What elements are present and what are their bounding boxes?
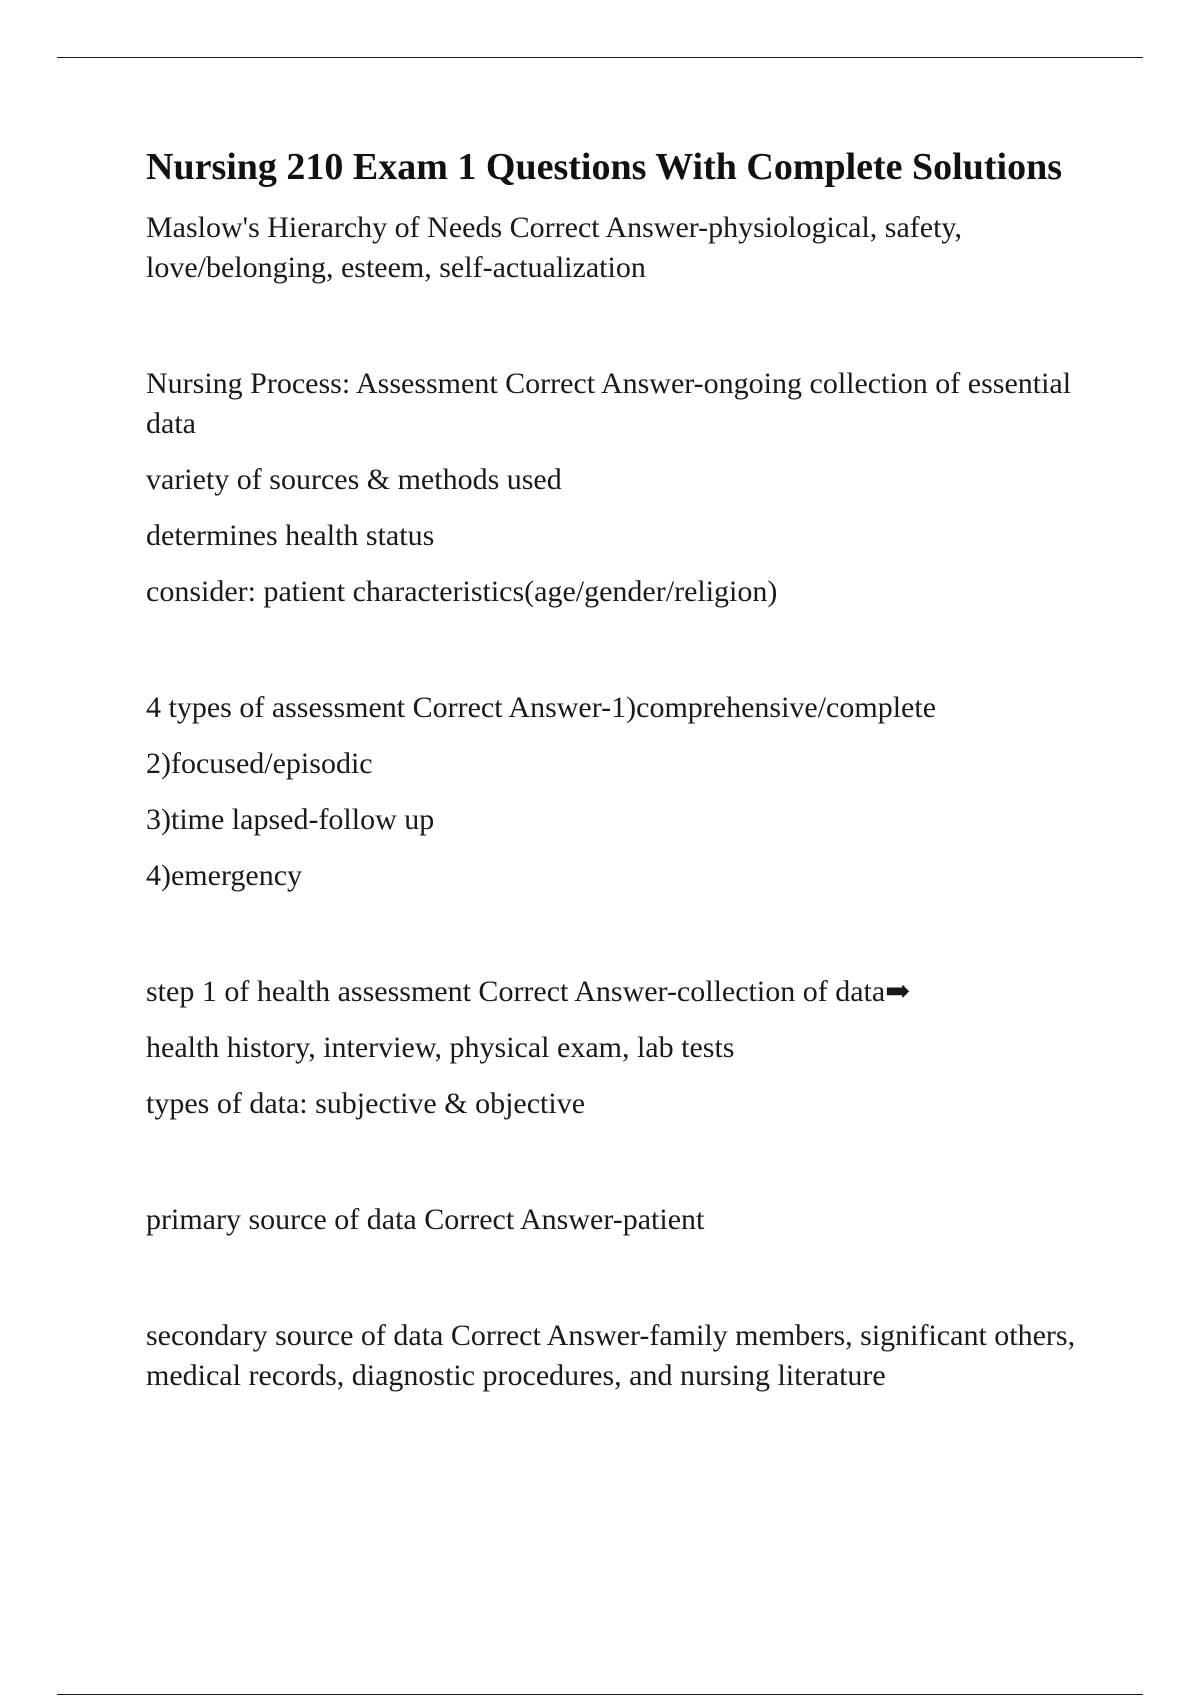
entry-line: Nursing Process: Assessment Correct Answer-ongoing collection of essential data	[146, 367, 1072, 440]
entry-line: determines health status	[146, 519, 435, 552]
entry-line: primary source of data Correct Answer-patient	[146, 1203, 705, 1236]
qa-entry-assessment	[146, 364, 1076, 612]
qa-entry-step-1	[146, 972, 1076, 1124]
document-body	[146, 142, 1076, 1412]
entry-line: health history, interview, physical exam, lab tests	[146, 1031, 735, 1064]
qa-entry-primary-source	[146, 1200, 1076, 1240]
qa-entry-secondary-source	[146, 1316, 1076, 1396]
qa-entry-maslow	[146, 208, 1076, 288]
entry-spacer	[146, 304, 1076, 364]
entry-spacer	[146, 912, 1076, 972]
entry-line: 4 types of assessment Correct Answer-1)comprehensive/complete	[146, 691, 937, 724]
entry-line: step 1 of health assessment Correct Answer-collection of data➡	[146, 975, 911, 1008]
entry-line: consider: patient characteristics(age/gender/religion)	[146, 575, 778, 608]
document-title: Nursing 210 Exam 1 Questions With Complete Solutions	[146, 146, 1063, 188]
entry-line: Maslow's Hierarchy of Needs Correct Answer-physiological, safety, love/belonging, esteem, self-actualization	[146, 211, 962, 284]
entry-line: variety of sources & methods used	[146, 463, 562, 496]
top-rule	[57, 57, 1143, 58]
entry-line: secondary source of data Correct Answer-family members, significant others, medical records, diagnostic procedures, and nursing literature	[146, 1319, 1076, 1392]
entry-line: 4)emergency	[146, 859, 303, 892]
entry-line: 3)time lapsed-follow up	[146, 803, 435, 836]
entry-line: 2)focused/episodic	[146, 747, 373, 780]
entry-spacer	[146, 1140, 1076, 1200]
entry-spacer	[146, 628, 1076, 688]
entry-line: types of data: subjective & objective	[146, 1087, 586, 1120]
qa-entry-assessment-types	[146, 688, 1076, 896]
entry-spacer	[146, 1256, 1076, 1316]
bottom-rule	[57, 1694, 1143, 1695]
